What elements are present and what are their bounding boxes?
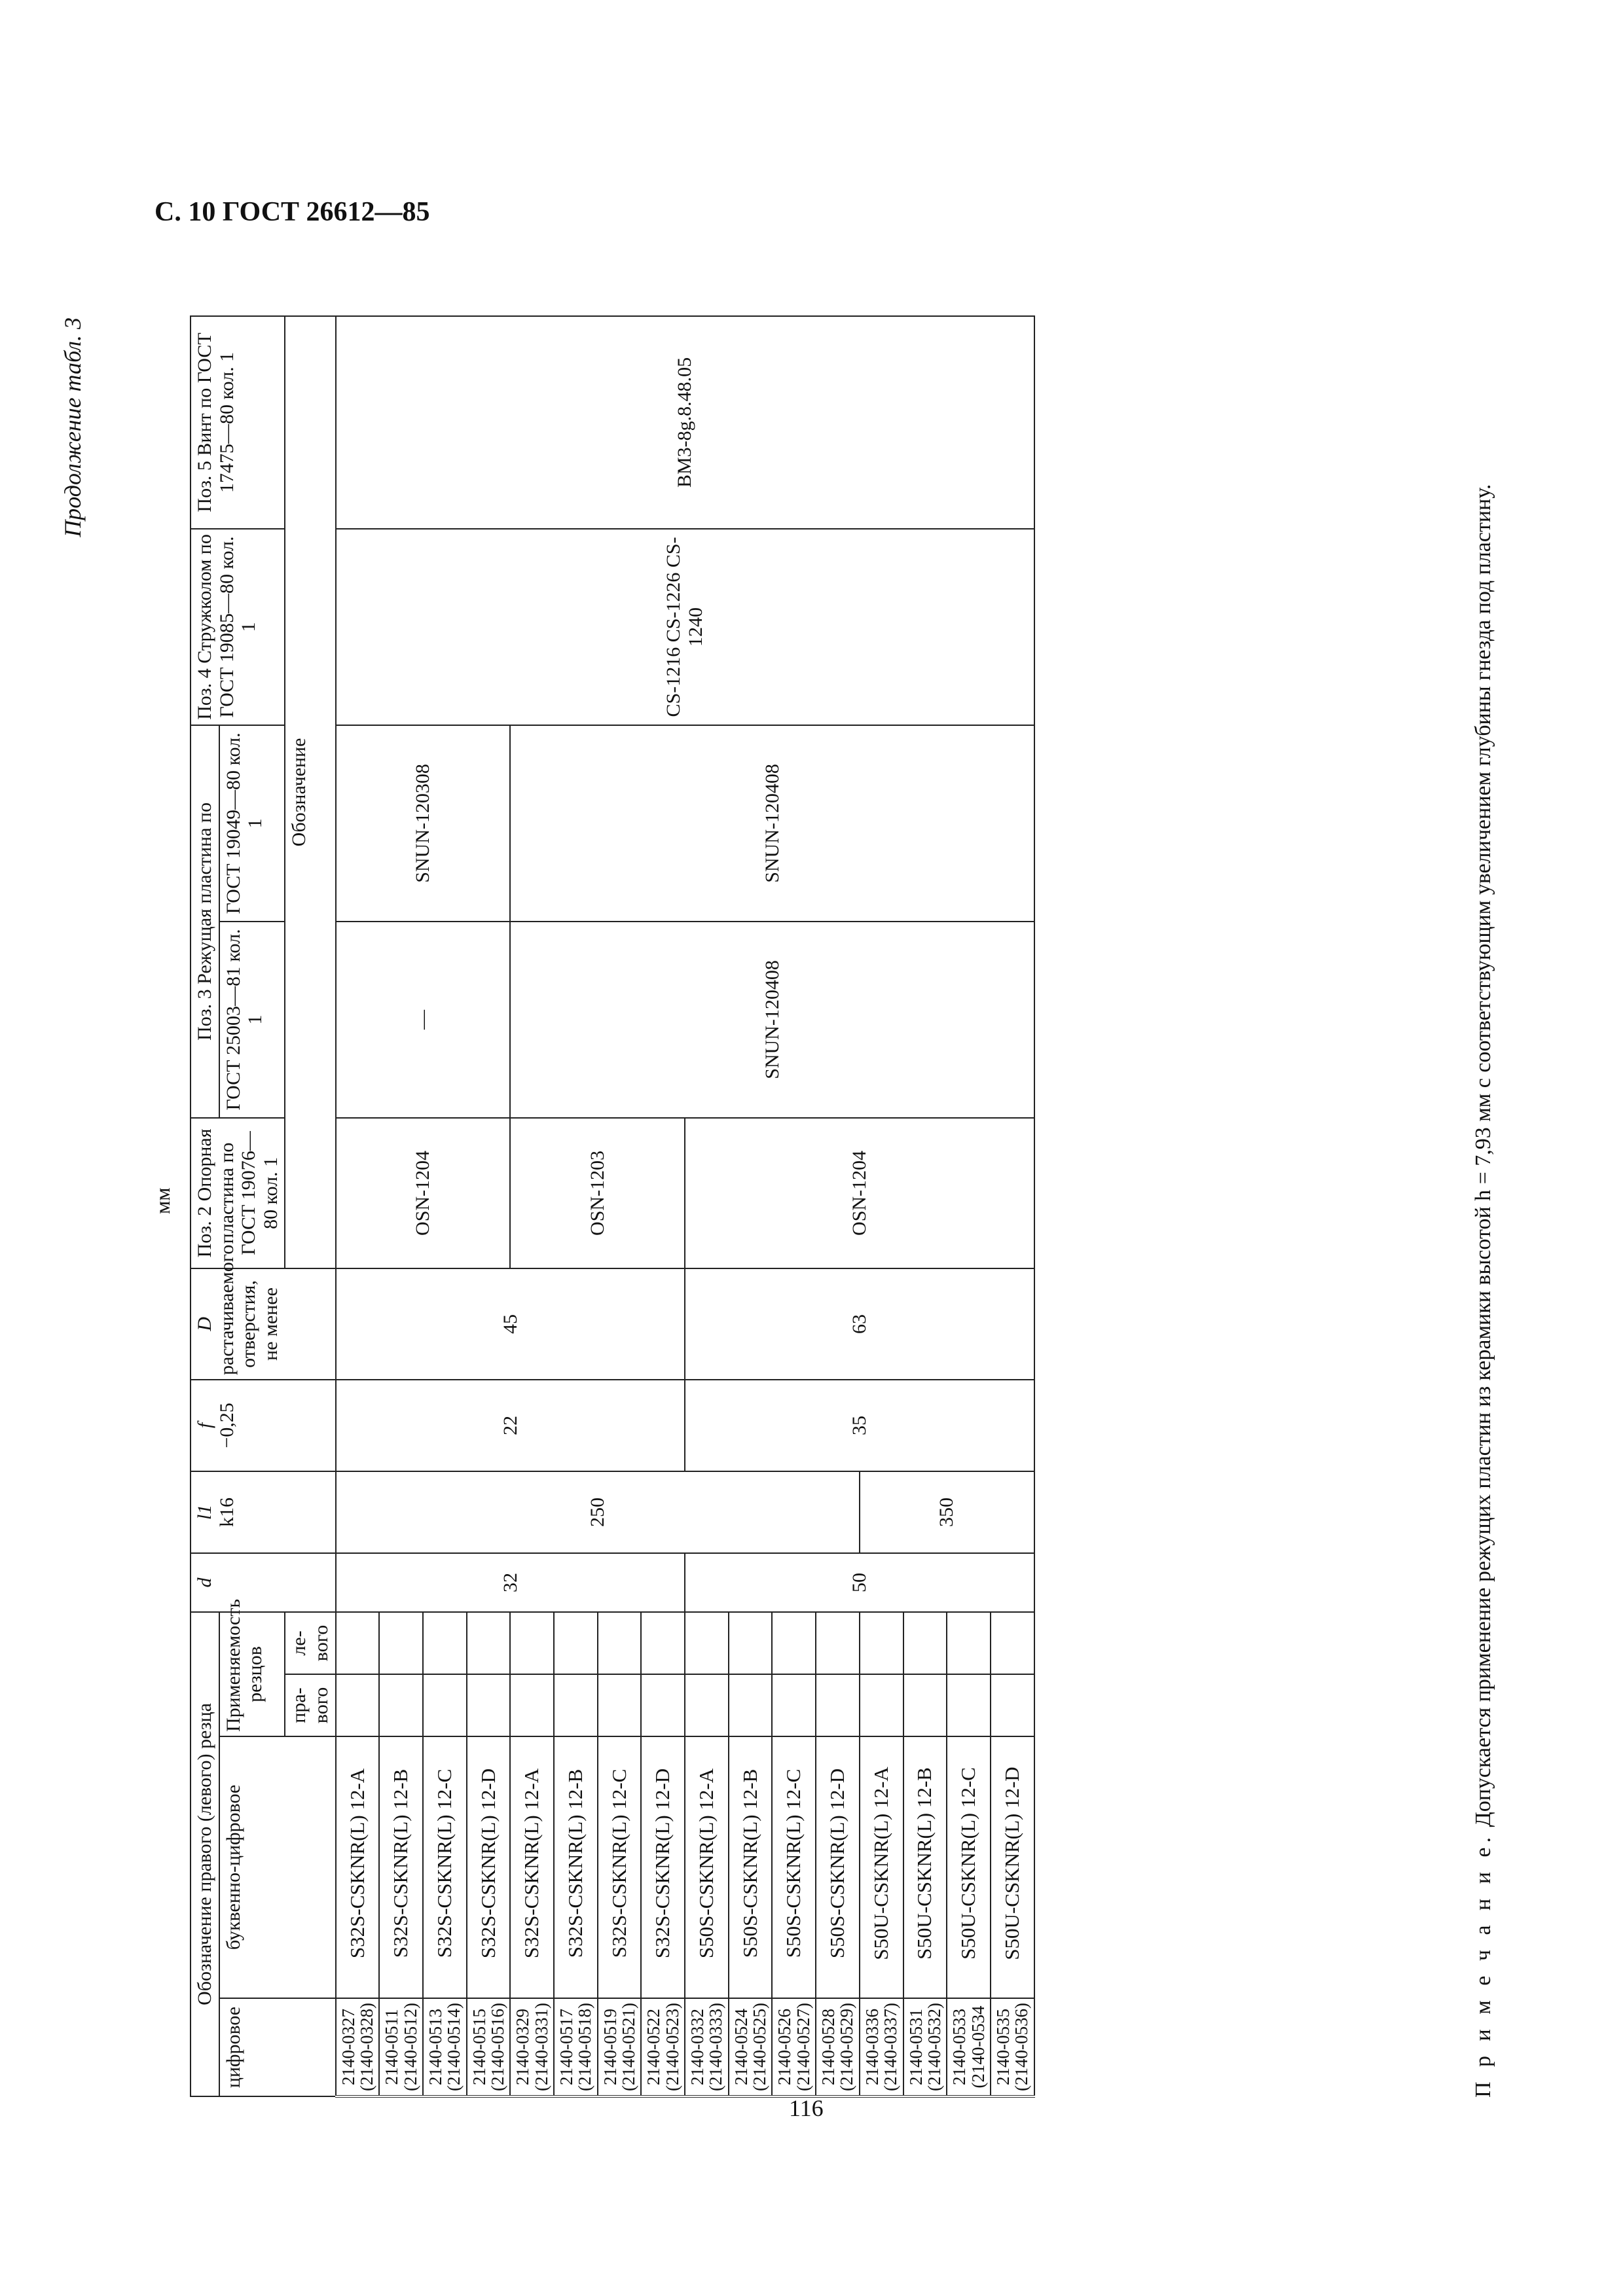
- digital-cell: 2140-0517 (2140-0518): [554, 1998, 598, 2096]
- alnum-cell: S50U-CSKNR(L) 12-C: [947, 1736, 991, 1998]
- d-header: d: [191, 1553, 336, 1612]
- right-cell: [772, 1674, 816, 1736]
- digital-cell: 2140-0524 (2140-0525): [729, 1998, 773, 2096]
- digital-cell: 2140-0327 (2140-0328): [336, 1998, 380, 2096]
- left-cell: [947, 1612, 991, 1674]
- spec-table: [190, 315, 1035, 2098]
- right-cell: [336, 1674, 380, 1736]
- right-cell: [641, 1674, 685, 1736]
- left-cell: [510, 1612, 554, 1674]
- right-cell: [423, 1674, 467, 1736]
- left-cell: [860, 1612, 903, 1674]
- alnum-header: буквенно-цифровое: [219, 1736, 336, 1998]
- f-value: 35: [685, 1380, 1034, 1471]
- designation-header: Обозначение: [285, 316, 335, 1268]
- pos2-value: OSN-1203: [510, 1118, 685, 1268]
- digital-cell: 2140-0511 (2140-0512): [379, 1998, 423, 2096]
- digital-cell: 2140-0533 (2140-0534: [947, 1998, 991, 2096]
- left-header: ле-вого: [285, 1612, 335, 1674]
- right-cell: [860, 1674, 903, 1736]
- left-cell: [336, 1612, 380, 1674]
- alnum-cell: S50S-CSKNR(L) 12-A: [685, 1736, 729, 1998]
- right-cell: [685, 1674, 729, 1736]
- left-cell: [423, 1612, 467, 1674]
- left-cell: [598, 1612, 642, 1674]
- f-value: 22: [336, 1380, 685, 1471]
- pos3b-value: SNUN-120308: [336, 725, 511, 922]
- page-header: С. 10 ГОСТ 26612—85: [155, 197, 430, 227]
- l1-value: 350: [860, 1471, 1034, 1553]
- right-cell: [554, 1674, 598, 1736]
- digital-cell: 2140-0519 (2140-0521): [598, 1998, 642, 2096]
- right-cell: [729, 1674, 773, 1736]
- alnum-cell: S50S-CSKNR(L) 12-B: [729, 1736, 773, 1998]
- pos2-header: Поз. 2 Опорная пластина по ГОСТ 19076—80 кол. 1: [191, 1118, 285, 1268]
- d-value: 50: [685, 1553, 1034, 1612]
- left-cell: [991, 1612, 1034, 1674]
- pos2-value: OSN-1204: [336, 1118, 511, 1268]
- left-cell: [816, 1612, 860, 1674]
- pos3b-header: ГОСТ 19049—80 кол. 1: [219, 725, 285, 922]
- pos3a-header: ГОСТ 25003—81 кол. 1: [219, 922, 285, 1118]
- digital-cell: 2140-0329 (2140-0331): [510, 1998, 554, 2096]
- right-cell: [947, 1674, 991, 1736]
- digital-cell: 2140-0332 (2140-0333): [685, 1998, 729, 2096]
- right-cell: [991, 1674, 1034, 1736]
- pos3b-value: SNUN-120408: [510, 725, 1034, 922]
- note-text: Допускается применение режущих пластин из керамики высотой h = 7,93 мм с соответствующим увеличением глубины гнезда под пластину.: [1471, 484, 1495, 1827]
- table-continuation-label: Продолжение табл. 3: [60, 317, 86, 537]
- l1-header: l1 k16: [191, 1471, 336, 1553]
- pos4-header: Поз. 4 Стружколом по ГОСТ 19085—80 кол. 1: [191, 529, 285, 725]
- D-value: 45: [336, 1268, 685, 1380]
- left-cell: [379, 1612, 423, 1674]
- pos3a-dash: —: [336, 922, 511, 1118]
- digital-cell: 2140-0526 (2140-0527): [772, 1998, 816, 2096]
- right-header: пра-вого: [285, 1674, 335, 1736]
- D-header: D растачиваемого отверстия, не менее: [191, 1268, 336, 1380]
- pos5-value: BM3-8g.8.48.05: [336, 316, 1034, 529]
- left-cell: [467, 1612, 511, 1674]
- pos2-value: OSN-1204: [685, 1118, 1034, 1268]
- digital-cell: 2140-0522 (2140-0523): [641, 1998, 685, 2096]
- units-label: мм: [151, 1187, 174, 1214]
- table-row: [336, 316, 380, 2096]
- table-note: [1470, 317, 1498, 2098]
- alnum-cell: S32S-CSKNR(L) 12-D: [467, 1736, 511, 1998]
- left-cell: [772, 1612, 816, 1674]
- pos3a-value: SNUN-120408: [510, 922, 1034, 1118]
- left-cell: [729, 1612, 773, 1674]
- alnum-cell: S50S-CSKNR(L) 12-D: [816, 1736, 860, 1998]
- alnum-cell: S32S-CSKNR(L) 12-C: [598, 1736, 642, 1998]
- pos4-value: CS-1216 CS-1226 CS-1240: [336, 529, 1034, 725]
- digital-cell: 2140-0513 (2140-0514): [423, 1998, 467, 2096]
- l1-value: 250: [336, 1471, 860, 1553]
- alnum-cell: S50S-CSKNR(L) 12-C: [772, 1736, 816, 1998]
- right-cell: [816, 1674, 860, 1736]
- right-cell: [903, 1674, 947, 1736]
- right-cell: [467, 1674, 511, 1736]
- alnum-cell: S50U-CSKNR(L) 12-A: [860, 1736, 903, 1998]
- right-cell: [510, 1674, 554, 1736]
- rotated-table-area: [60, 285, 1495, 2117]
- note-label: П р и м е ч а н и е.: [1471, 1832, 1495, 2098]
- applicability-header: Применяемость резцов: [219, 1612, 285, 1736]
- pos5-header: Поз. 5 Винт по ГОСТ 17475—80 кол. 1: [191, 316, 285, 529]
- alnum-cell: S50U-CSKNR(L) 12-B: [903, 1736, 947, 1998]
- left-cell: [903, 1612, 947, 1674]
- digital-cell: 2140-0531 (2140-0532): [903, 1998, 947, 2096]
- alnum-cell: S50U-CSKNR(L) 12-D: [991, 1736, 1034, 1998]
- page-number: 116: [789, 2095, 824, 2121]
- alnum-cell: S32S-CSKNR(L) 12-D: [641, 1736, 685, 1998]
- f-header: f −0,25: [191, 1380, 336, 1471]
- right-cell: [598, 1674, 642, 1736]
- left-cell: [554, 1612, 598, 1674]
- alnum-cell: S32S-CSKNR(L) 12-B: [379, 1736, 423, 1998]
- alnum-cell: S32S-CSKNR(L) 12-A: [510, 1736, 554, 1998]
- digital-cell: 2140-0336 (2140-0337): [860, 1998, 903, 2096]
- digital-cell: 2140-0528 (2140-0529): [816, 1998, 860, 2096]
- alnum-cell: S32S-CSKNR(L) 12-A: [336, 1736, 380, 1998]
- D-value: 63: [685, 1268, 1034, 1380]
- alnum-cell: S32S-CSKNR(L) 12-C: [423, 1736, 467, 1998]
- left-cell: [685, 1612, 729, 1674]
- left-cell: [641, 1612, 685, 1674]
- digital-cell: 2140-0515 (2140-0516): [467, 1998, 511, 2096]
- alnum-cell: S32S-CSKNR(L) 12-B: [554, 1736, 598, 1998]
- digital-header: цифровое: [219, 1998, 336, 2096]
- right-cell: [379, 1674, 423, 1736]
- pos3-header: Поз. 3 Режущая пластина по: [191, 725, 219, 1118]
- digital-cell: 2140-0535 (2140-0536): [991, 1998, 1034, 2096]
- designation-group-header: Обозначение правого (левого) резца: [191, 1612, 219, 2096]
- d-value: 32: [336, 1553, 685, 1612]
